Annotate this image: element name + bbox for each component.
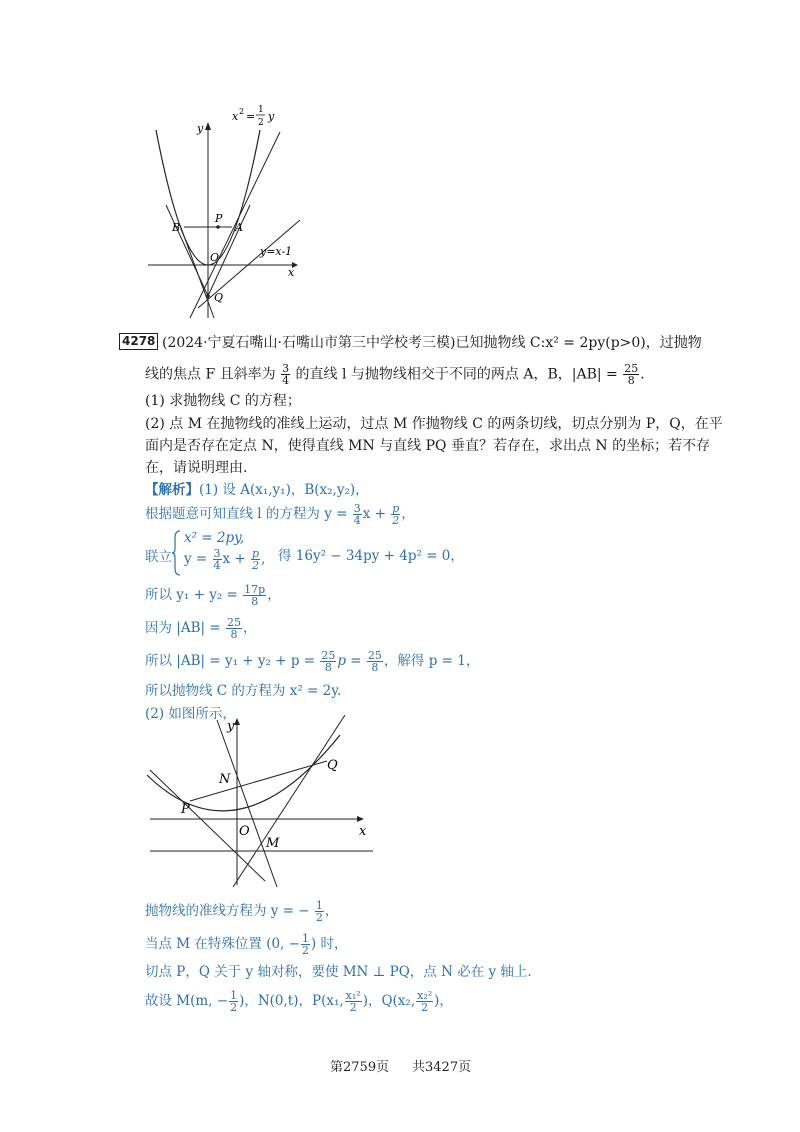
solution-line-10: 当点 M 在特殊位置 (0, − $\frac{1}{2}$ ) 时， — [145, 932, 348, 957]
figure-parabola-1 — [140, 100, 320, 325]
question-2-line-1: (2) 点 M 在抛物线的准线上运动，过点 M 作抛物线 C 的两条切线，切点分别为 P，Q，在平 — [145, 416, 723, 432]
system-result: 得 16y² − 34py + 4p² = 0， — [278, 548, 464, 564]
solution-line-3-lead: 联立 — [145, 549, 172, 565]
problem-line-2: 线的焦点 F 且斜率为 $\frac{3}{4}$ 的直线 l 与抛物线相交于不同的两点 A，B，|AB| = $\frac{25}{8}$ . — [145, 362, 645, 387]
figure-tangents-2 — [145, 715, 375, 890]
curve-label-den: 2 — [258, 118, 264, 128]
point-b-label: B — [172, 221, 181, 234]
y-axis-arrow — [205, 122, 211, 130]
point-p-label: P — [215, 212, 223, 225]
y-axis-arrow — [234, 718, 240, 725]
axis-x-label: x — [288, 266, 295, 279]
footer-total: 共3427页 — [412, 1060, 472, 1075]
solution-line-6: 所以 |AB| = y₁ + y₂ + p = $\frac{25}{8}$ p = $\frac{25}{8}$ ，解得 p = 1， — [145, 649, 480, 674]
point-m-label: M — [266, 836, 280, 851]
question-1: (1) 求抛物线 C 的方程； — [145, 393, 301, 409]
chord-pq — [190, 761, 327, 801]
problem-line-2b: 的直线 l 与抛物线相交于不同的两点 A，B，|AB| = — [295, 366, 618, 383]
axis-x-label: x — [359, 824, 367, 839]
curve-label-exp: 2 — [239, 107, 245, 116]
origin-label: O — [239, 824, 250, 839]
x-axis-arrow — [357, 816, 364, 822]
curve-label-lhs: x — [232, 110, 239, 123]
solution-line-2: 根据题意可知直线 l 的方程为 y = $\frac{3}{4}$ x + $\frac{p}{2}$ ， — [145, 502, 415, 527]
parabola-curve — [147, 735, 340, 811]
system-brace — [172, 530, 182, 576]
solution-tag: 【解析】 — [145, 482, 199, 498]
origin-label: O — [210, 251, 220, 264]
problem-line-2a: 线的焦点 F 且斜率为 — [145, 366, 276, 383]
system-eq-1: x² = 2py, — [184, 530, 245, 546]
curve-label-var: y — [268, 110, 275, 123]
point-q-label: Q — [327, 758, 338, 773]
point-q-label: Q — [214, 291, 224, 304]
solution-line-11: 切点 P，Q 关于 y 轴对称，要使 MN ⊥ PQ，点 N 必在 y 轴上. — [145, 964, 532, 980]
solution-line-1: 【解析】(1) 设 A(x₁,y₁)，B(x₂,y₂)， — [145, 482, 369, 498]
tangent-line-left — [166, 205, 208, 296]
point-q-dot — [206, 294, 210, 298]
point-p-dot — [216, 225, 220, 229]
axis-y-label: y — [197, 122, 204, 135]
solution-line-5: 因为 |AB| = $\frac{25}{8}$ ， — [145, 616, 257, 641]
footer-page: 第2759页 — [330, 1060, 390, 1075]
question-2-line-2: 面内是否存在定点 N，使得直线 MN 与直线 PQ 垂直？若存在，求出点 N 的坐标；若不存 — [145, 438, 711, 454]
curve-label-num: 1 — [258, 105, 264, 115]
system-eq-2: y = $\frac{3}{4}$ x + $\frac{p}{2}$ , — [184, 547, 266, 572]
line-mn — [217, 720, 277, 887]
axis-y-label: y — [227, 719, 235, 734]
point-p-label: P — [181, 802, 190, 817]
curve-label-eq: = — [246, 110, 256, 123]
solution-line-7: 所以抛物线 C 的方程为 x² = 2y. — [145, 683, 342, 699]
ab-fraction: $\frac{25}{8}$ — [624, 362, 639, 387]
point-a-label: A — [235, 221, 243, 234]
solution-line-8: (2) 如图所示， — [145, 706, 236, 722]
solution-line-4: 所以 y₁ + y₂ = $\frac{17p}{8}$ ， — [145, 583, 281, 608]
point-n-label: N — [219, 772, 231, 787]
slope-fraction: $\frac{3}{4}$ — [282, 362, 290, 387]
problem-number-badge: 4278 — [119, 333, 158, 350]
question-2-line-3: 在，请说明理由. — [145, 460, 248, 476]
solution-line-9: 抛物线的准线方程为 y = − $\frac{1}{2}$ ， — [145, 899, 339, 924]
tangent-line-q — [233, 715, 345, 887]
problem-line-1: (2024·宁夏石嘴山·石嘴山市第三中学校考三模)已知抛物线 C:x² = 2py(p>0)，过抛物 — [162, 335, 702, 351]
line-label: y=x-1 — [260, 245, 293, 258]
solution-line-12: 故设 M(m, − $\frac{1}{2}$ )，N(0,t)，P(x₁, $\frac{\text{x₁²}}{2}$ )，Q(x₂, $\frac{\text{x₂²}}{2}$ )， — [145, 989, 453, 1014]
